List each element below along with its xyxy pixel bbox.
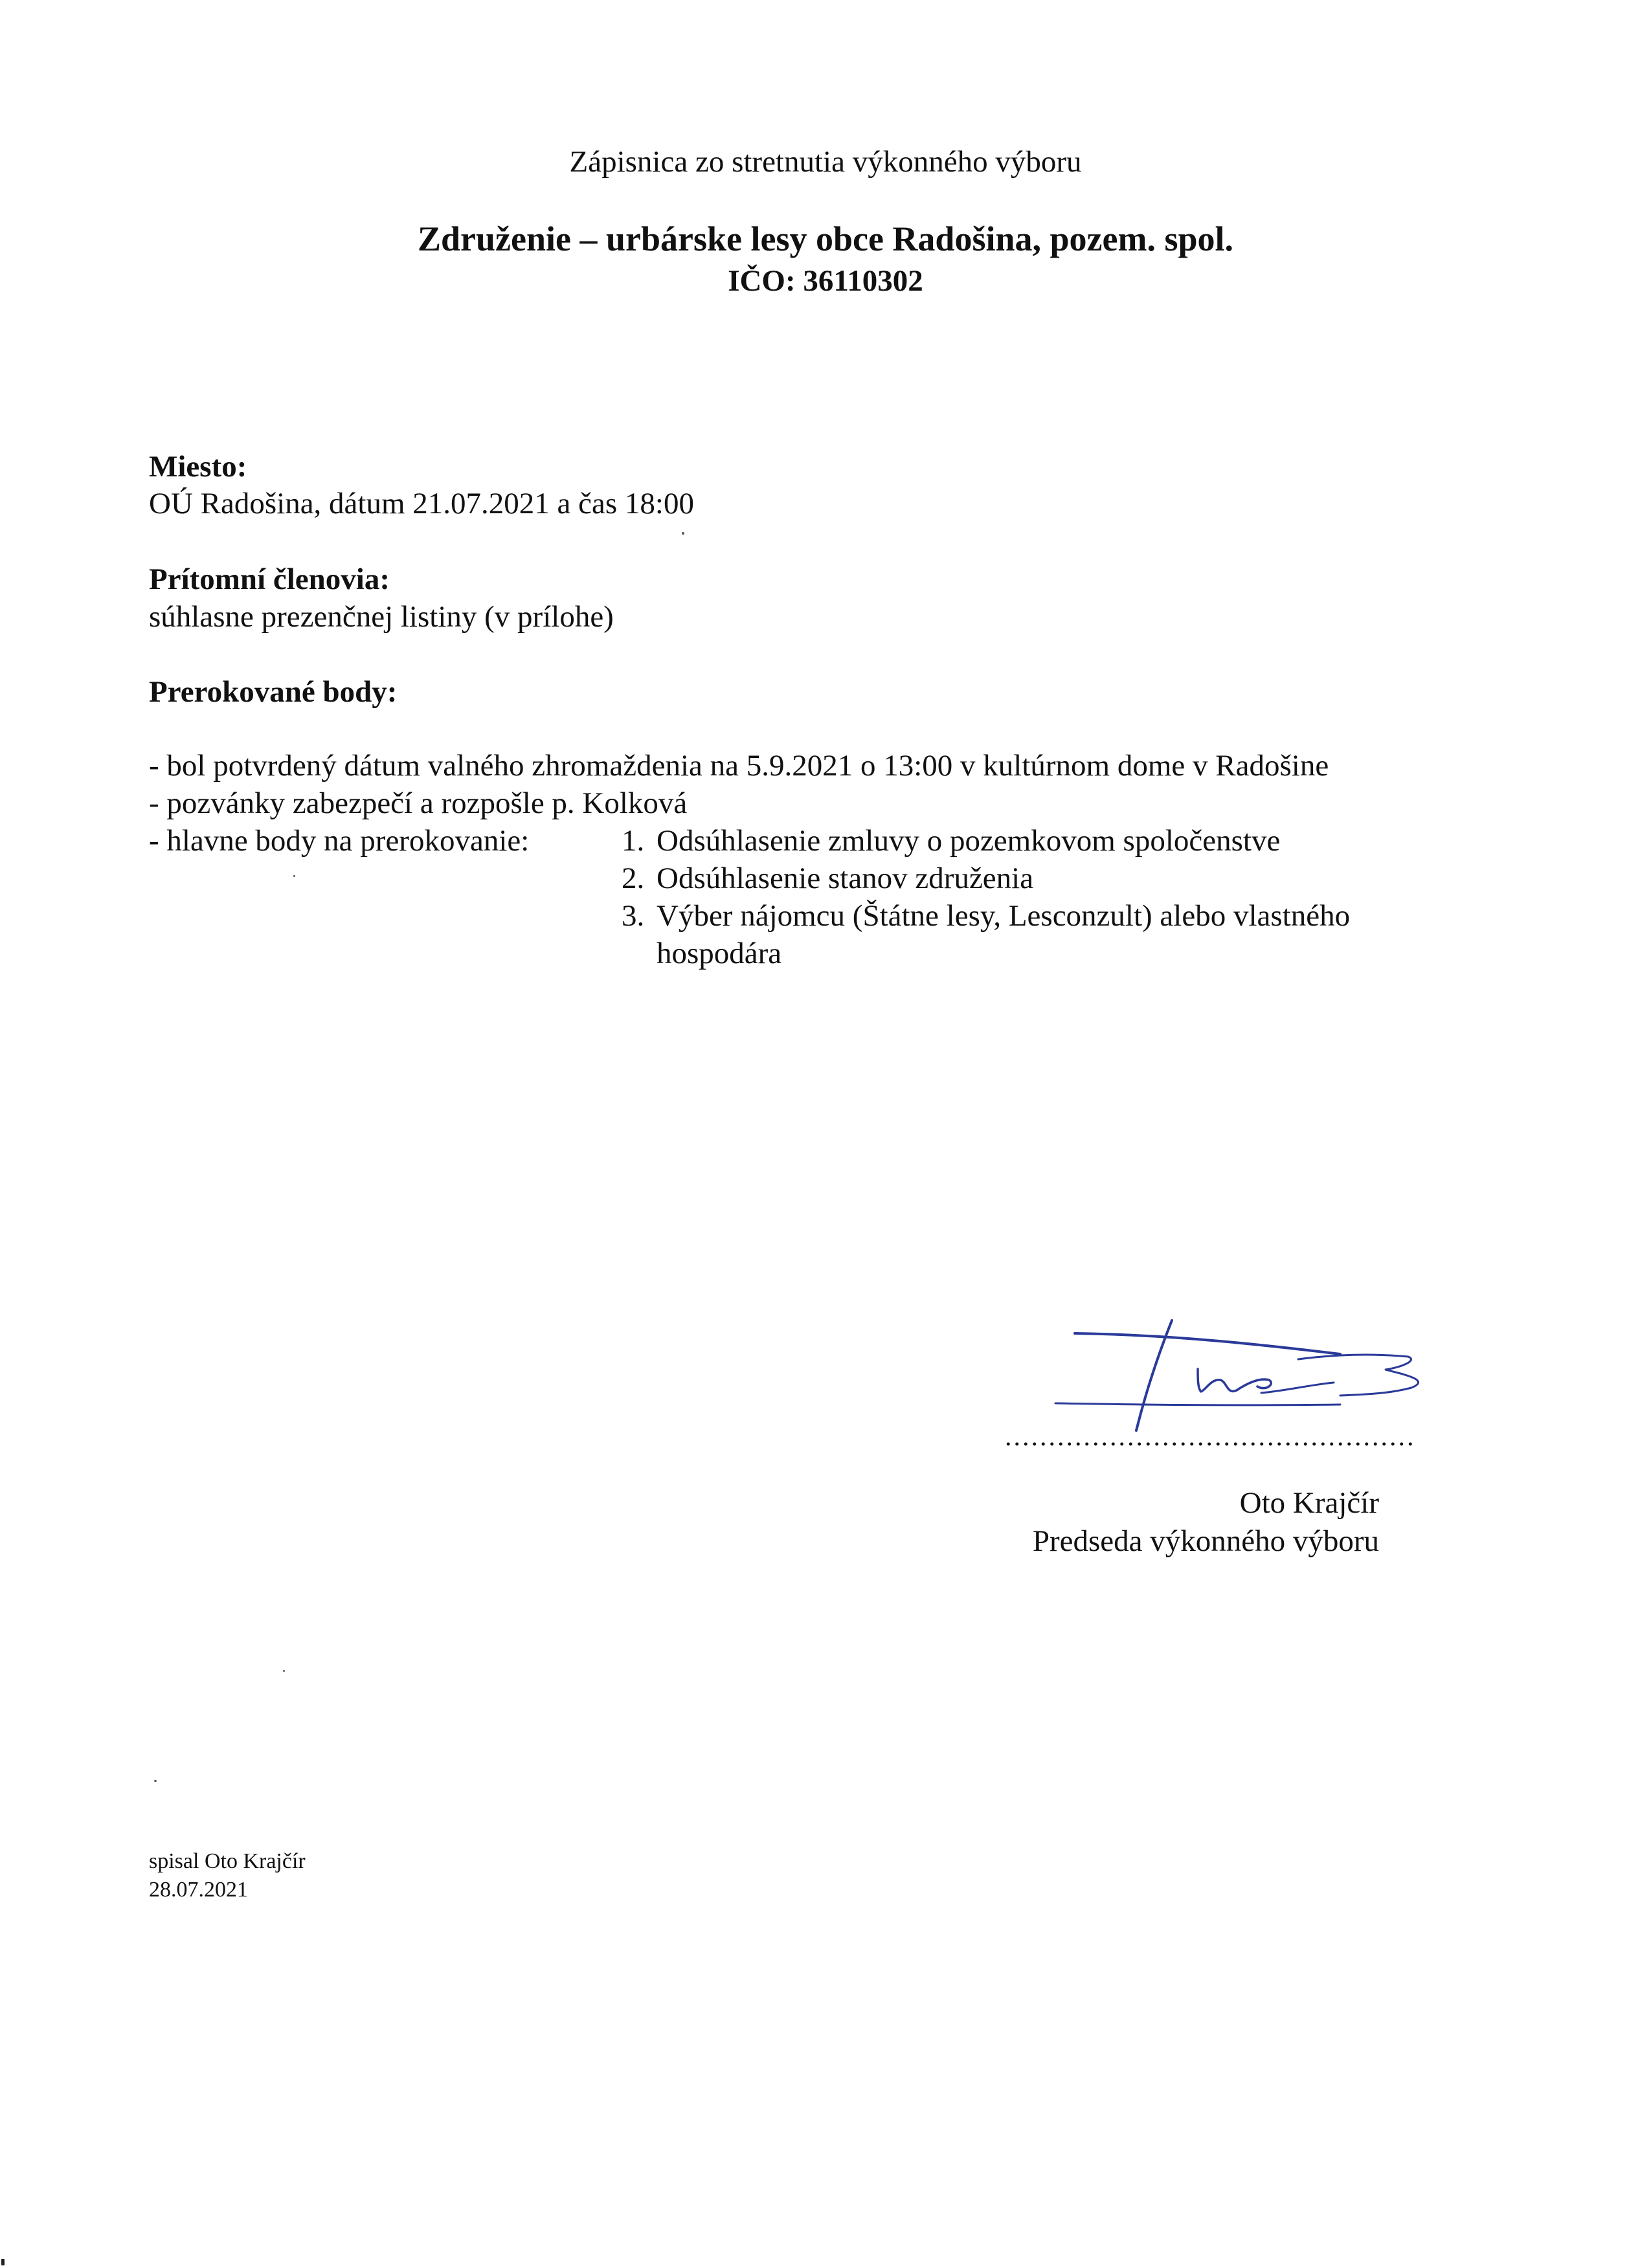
agenda-item-number: 1. <box>622 824 645 858</box>
scan-speck <box>283 1670 285 1672</box>
organization-name: Združenie – urbárske lesy obce Radošina, pozem. spol. <box>417 219 1234 258</box>
members-value: súhlasne prezenčnej listiny (v prílohe) <box>149 600 614 634</box>
signer-role: Predseda výkonného výboru <box>1032 1524 1379 1558</box>
footer-author: spisal Oto Krajčír <box>149 1849 306 1873</box>
members-label: Prítomní členovia: <box>149 562 390 596</box>
scan-speck <box>154 1780 157 1782</box>
discussion-point: - pozvánky zabezpečí a rozpošle p. Kolková <box>149 786 688 820</box>
place-value: OÚ Radošina, dátum 21.07.2021 a čas 18:00 <box>149 487 694 520</box>
signature-line: ............................................... <box>1005 1422 1416 1452</box>
agenda-item <box>622 861 1033 896</box>
agenda-item <box>622 898 1350 933</box>
place-label: Miesto: <box>149 450 247 484</box>
signer-name: Oto Krajčír <box>1239 1486 1379 1520</box>
discussion-point: - hlavne body na prerokovanie: <box>149 824 530 858</box>
discussion-point: - bol potvrdený dátum valného zhromaždenia na 5.9.2021 o 13:00 v kultúrnom dome v Radošine <box>149 749 1329 783</box>
agenda-item-text: Odsúhlasenie stanov združenia <box>657 862 1034 895</box>
organization-ico: IČO: 36110302 <box>728 264 923 298</box>
agenda-item-text: Výber nájomcu (Štátne lesy, Lesconzult) alebo vlastného <box>657 899 1351 933</box>
agenda-item <box>622 823 1280 858</box>
agenda-item-number: 3. <box>622 899 645 933</box>
points-label: Prerokované body: <box>149 675 398 709</box>
scan-speck <box>1 2259 5 2265</box>
agenda-item-continuation: hospodára <box>657 937 782 970</box>
agenda-item-text: Odsúhlasenie zmluvy o pozemkovom spoločenstve <box>657 824 1281 858</box>
agenda-item-number: 2. <box>622 862 645 895</box>
scan-speck <box>682 532 684 535</box>
document-title: Zápisnica zo stretnutia výkonného výboru <box>569 145 1082 179</box>
footer-date: 28.07.2021 <box>149 1878 248 1902</box>
scan-speck <box>293 875 295 877</box>
